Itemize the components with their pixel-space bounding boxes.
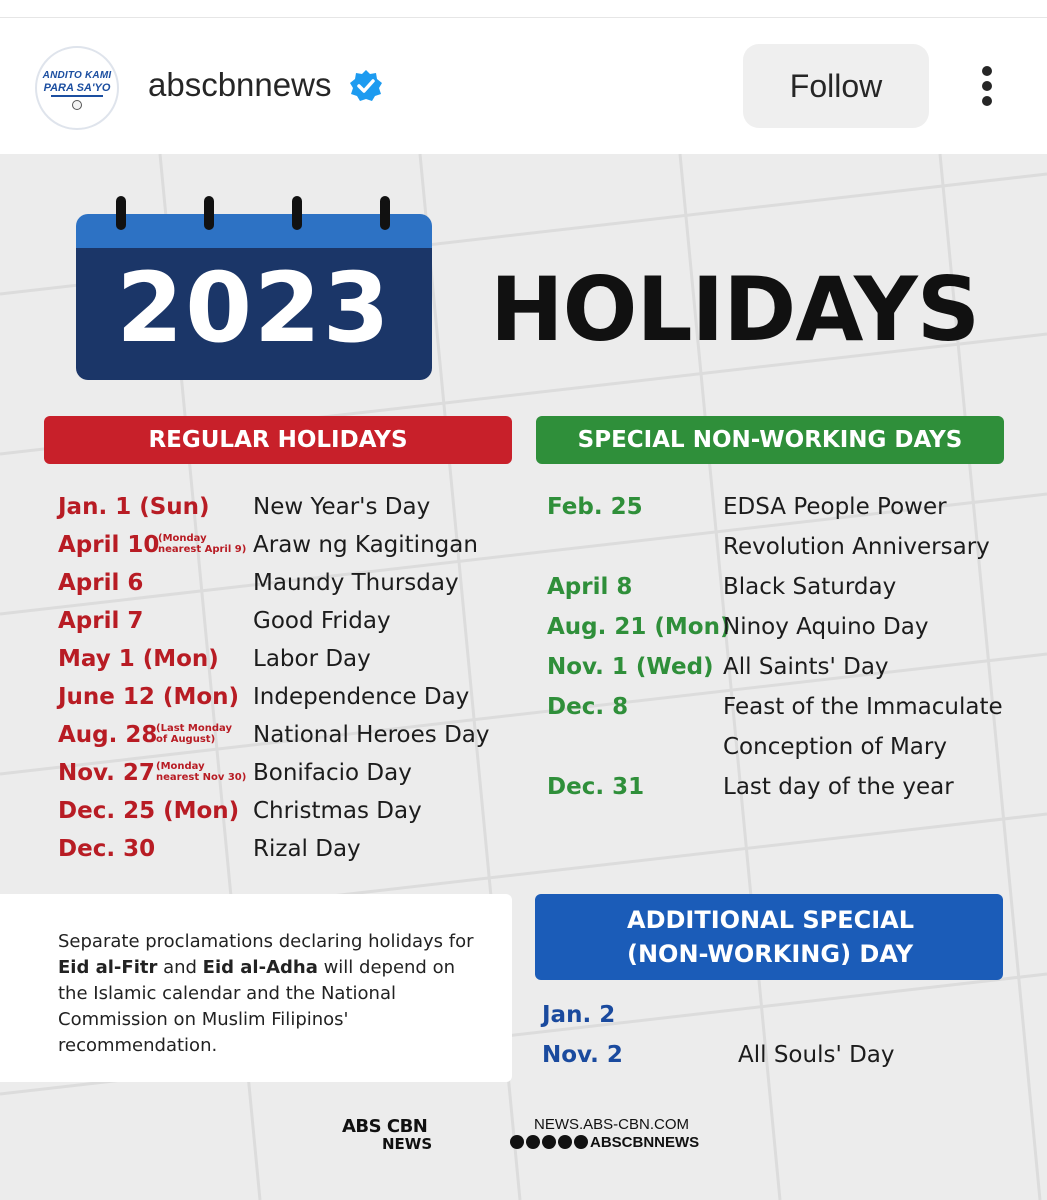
page-title: HOLIDAYS	[490, 258, 980, 361]
regular-name: National Heroes Day	[253, 722, 490, 748]
regular-date: Nov. 27	[58, 760, 155, 786]
regular-date: May 1 (Mon)	[58, 646, 219, 672]
avatar-text-line1: ANDITO KAMI	[42, 70, 112, 81]
regular-name: Rizal Day	[253, 836, 361, 862]
regular-date-note: of August)	[156, 734, 216, 745]
regular-holidays-header: REGULAR HOLIDAYS	[44, 416, 512, 464]
regular-date: April 6	[58, 570, 144, 596]
regular-name: New Year's Day	[253, 494, 431, 520]
eid-note-box	[0, 894, 512, 1082]
top-divider	[0, 0, 1047, 18]
additional-header-line1: ADDITIONAL SPECIAL	[627, 906, 915, 934]
footer-social	[510, 1134, 699, 1151]
regular-date-note: (Monday	[158, 533, 207, 544]
youtube-icon	[526, 1135, 540, 1149]
abscbn-news-logo	[342, 1116, 484, 1156]
avatar-text-line2: PARA SA'YO	[43, 82, 111, 94]
facebook-icon	[510, 1135, 524, 1149]
special-date: Feb. 25	[547, 494, 643, 520]
regular-name: Araw ng Kagitingan	[253, 532, 478, 558]
regular-name: Christmas Day	[253, 798, 422, 824]
avatar[interactable]	[35, 46, 119, 130]
regular-date: Aug. 28	[58, 722, 158, 748]
additional-date: Nov. 2	[542, 1042, 623, 1068]
eid-note-text: Separate proclamations declaring holidays for Eid al-Fitr and Eid al-Adha will depend on the Islamic calendar and the National Commission on Muslim Filipinos' recommendation.	[58, 931, 474, 1056]
regular-date: April 10	[58, 532, 160, 558]
logo-news: NEWS	[382, 1135, 433, 1153]
special-name: All Saints' Day	[723, 654, 889, 680]
calendar-rings	[108, 196, 408, 236]
verified-badge-icon	[348, 68, 384, 104]
logo-wordmark: ABS CBN	[342, 1116, 428, 1137]
regular-date: Jan. 1 (Sun)	[58, 494, 210, 520]
regular-date: Dec. 25 (Mon)	[58, 798, 240, 824]
additional-date: Jan. 2	[542, 1002, 616, 1028]
twitter-icon	[558, 1135, 572, 1149]
special-name: EDSA People Power	[723, 494, 947, 520]
regular-date: June 12 (Mon)	[58, 684, 240, 710]
regular-date: April 7	[58, 608, 144, 634]
regular-name: Maundy Thursday	[253, 570, 459, 596]
special-name: Black Saturday	[723, 574, 897, 600]
special-date: April 8	[547, 574, 633, 600]
more-options-icon[interactable]	[970, 62, 1006, 110]
special-days-header: SPECIAL NON-WORKING DAYS	[536, 416, 1004, 464]
special-date: Dec. 8	[547, 694, 629, 720]
regular-date-note: (Monday	[156, 761, 205, 772]
year-label: 2023	[116, 252, 392, 364]
social-handle: ABSCBNNEWS	[590, 1134, 700, 1151]
username[interactable]: abscbnnews	[148, 66, 332, 103]
regular-date-note: (Last Monday	[156, 723, 232, 734]
additional-header-line2: (NON-WORKING) DAY	[627, 940, 913, 968]
regular-date-note: nearest Nov 30)	[156, 772, 247, 783]
regular-date: Dec. 30	[58, 836, 156, 862]
post-header	[0, 18, 1047, 154]
avatar-underline	[51, 95, 103, 97]
avatar-seal-icon	[72, 100, 82, 110]
regular-name: Bonifacio Day	[253, 760, 412, 786]
special-name: Conception of Mary	[723, 734, 947, 760]
special-date: Aug. 21 (Mon)	[547, 614, 731, 640]
additional-name: All Souls' Day	[738, 1042, 895, 1068]
footer-url: NEWS.ABS-CBN.COM	[534, 1116, 690, 1133]
regular-date-note: nearest April 9)	[158, 544, 247, 555]
special-name: Revolution Anniversary	[723, 534, 990, 560]
regular-name: Labor Day	[253, 646, 371, 672]
special-name: Feast of the Immaculate	[723, 694, 1003, 720]
holiday-infographic	[0, 154, 1047, 1200]
regular-name: Independence Day	[253, 684, 470, 710]
instagram-icon	[542, 1135, 556, 1149]
follow-button[interactable]: Follow	[743, 44, 929, 128]
regular-name: Good Friday	[253, 608, 391, 634]
additional-special-header	[535, 894, 1003, 980]
special-name: Last day of the year	[723, 774, 954, 800]
special-name: Ninoy Aquino Day	[723, 614, 929, 640]
tiktok-icon	[574, 1135, 588, 1149]
special-date: Dec. 31	[547, 774, 645, 800]
special-date: Nov. 1 (Wed)	[547, 654, 714, 680]
